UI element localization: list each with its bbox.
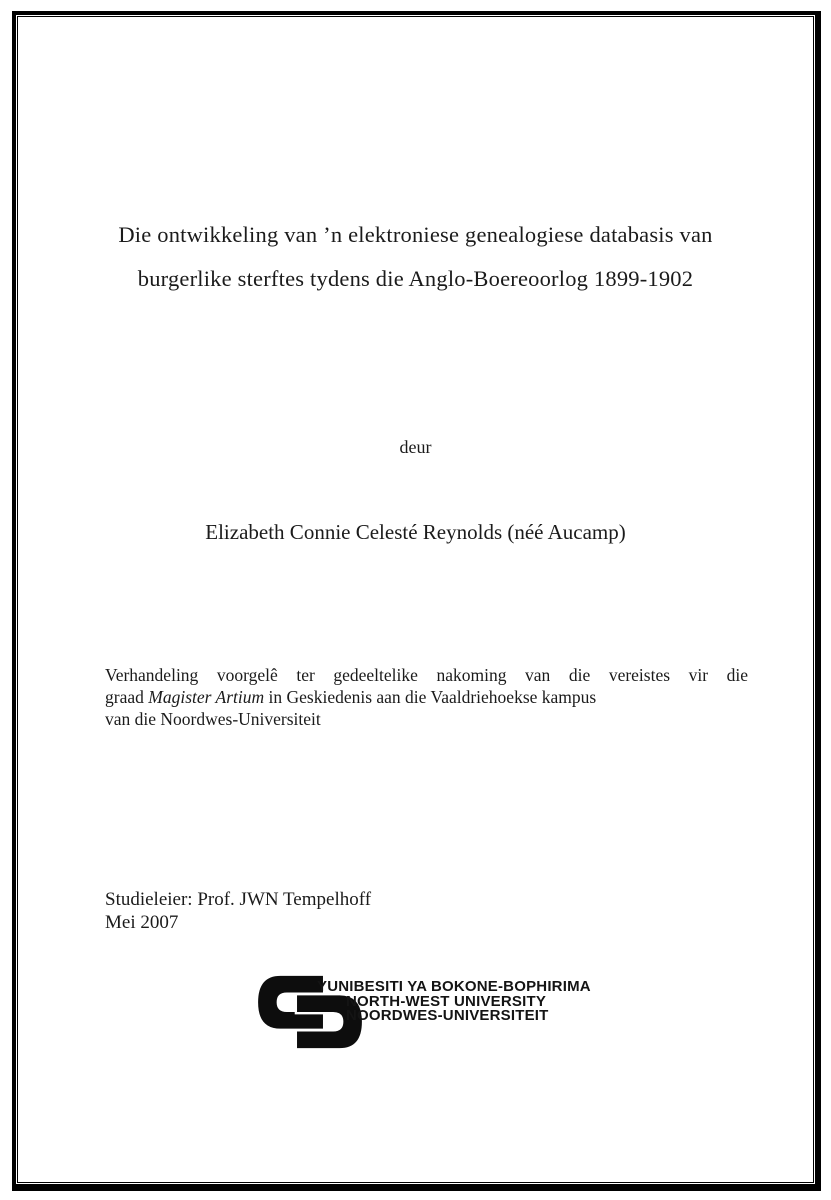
thesis-title-line2: burgerlike sterftes tydens die Anglo-Boereoorlog 1899-1902 [137,266,694,291]
supervisor-line: Studieleier: Prof. JWN Tempelhoff [105,889,372,910]
thesis-title-line1: Die ontwikkeling van ’n elektroniese genealogiese databasis van [118,222,713,247]
university-logo [257,974,591,1050]
submission-line2-post: in Geskiedenis aan die Vaaldriehoekse kampus [264,687,597,707]
logo-text-english: NORTH-WEST UNIVERSITY [346,992,547,1010]
logo-text-setswana: YUNIBESITI YA BOKONE-BOPHIRIMA [317,978,591,995]
submission-statement [105,664,748,730]
author-name: Elizabeth Connie Celesté Reynolds (néé Aucamp) [205,520,626,544]
submission-line3: van die Noordwes-Universiteit [105,709,321,729]
degree-name: Magister Artium [148,687,265,707]
submission-line2 [105,686,748,708]
date-line: Mei 2007 [105,912,179,933]
university-logo-text [317,980,591,1024]
logo-text-afrikaans: NOORDWES-UNIVERSITEIT [346,1007,549,1025]
submission-line2-pre: graad [105,687,149,707]
byline-label: deur [399,437,432,457]
submission-line1: Verhandeling voorgelê ter gedeeltelike nakoming van die vereistes vir die [105,665,748,685]
thesis-title [60,213,771,301]
